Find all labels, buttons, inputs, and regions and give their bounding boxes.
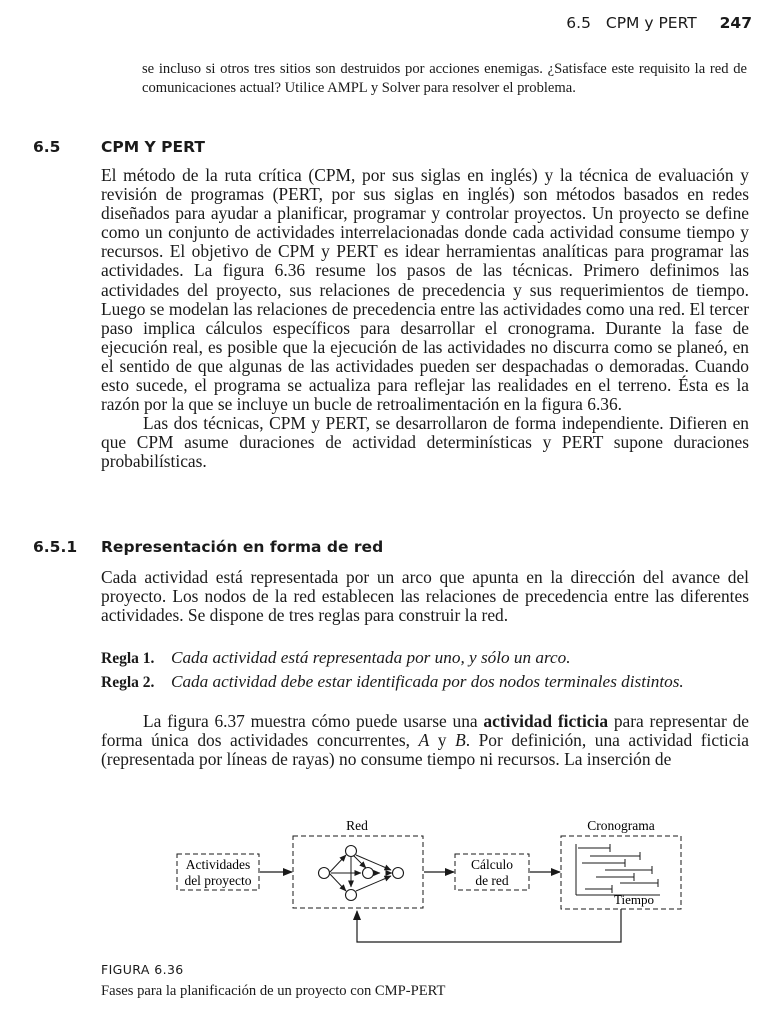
header-section-number: 6.5	[566, 14, 591, 32]
rule-2	[101, 670, 761, 695]
p2-text-middle2: y	[429, 730, 456, 751]
p2-text-before: La figura 6.37 muestra cómo puede usarse una	[143, 711, 484, 731]
section-paragraph-1: El método de la ruta crítica (CPM, por sus siglas en inglés) y la técnica de evaluación y revisión de programas (PERT, por sus siglas en inglés) son métodos basados en redes diseñados para ayudar a planificar, programar y controlar proyectos. Un proyecto se define como un conjunto de actividades interrelacionadas donde cada actividad consume tiempo y recursos. El objetivo de CPM y PERT es idear herramientas analíticas para programar las actividades. La figura 6.36 resume los pasos de las técnicas. Primero definimos las actividades del proyecto, sus relaciones de precedencia y sus requerimientos de tiempo. Luego se modelan las relaciones de precedencia entre las actividades como una red. El tercer paso implica cálculos específicos para desarrollar el cronograma. Durante la fase de ejecución real, es posible que la ejecución de las actividades no discurra como se planeó, en el sentido de que algunas de las actividades pueden ser despachadas o demoradas. Cuando esto sucede, el programa se actualiza para reflejar las realidades en el terreno. Ésta es la razón por la que se incluye un bucle de retroalimentación en la figura 6.36.	[101, 165, 749, 415]
time-axis-label: Tiempo	[614, 892, 654, 907]
section-paragraph-2: Las dos técnicas, CPM y PERT, se desarrollaron de forma independiente. Difieren en que CPM asume duraciones de actividad determinísticas y PERT supone duraciones probabilísticas.	[101, 413, 749, 472]
p2-var-b: B	[455, 730, 466, 751]
header-section-title: CPM y PERT	[605, 14, 697, 32]
calc-label-line1: Cálculo	[471, 857, 513, 872]
rule-1	[101, 646, 761, 671]
page-number: 247	[719, 14, 752, 32]
running-header	[566, 14, 752, 32]
section-number: 6.5	[33, 138, 61, 156]
rule-2-label: Regla 2.	[101, 674, 155, 691]
network-label: Red	[346, 818, 368, 833]
section-title: CPM Y PERT	[101, 138, 205, 156]
p2-bold-term: actividad ficticia	[483, 711, 609, 731]
carryover-paragraph: se incluso si otros tres sitios son destruidos por acciones enemigas. ¿Satisface este requisito la red de comunicaciones actual? Utilice AMPL y Solver para resolver el problema.	[142, 61, 747, 96]
network-graph	[329, 855, 392, 891]
rule-1-label: Regla 1.	[101, 650, 155, 667]
schedule-label: Cronograma	[587, 818, 655, 833]
activities-label-line1: Actividades	[185, 857, 251, 872]
section-body	[101, 166, 749, 472]
rule-2-text: Cada actividad debe estar identificada por dos nodos terminales distintos.	[171, 672, 684, 691]
subsection-paragraph-2	[101, 712, 749, 769]
subsection-title: Representación en forma de red	[101, 538, 384, 556]
figure-caption: Fases para la planificación de un proyecto con CMP-PERT	[101, 983, 446, 999]
rule-1-text: Cada actividad está representada por uno, y sólo un arco.	[171, 648, 571, 667]
subsection-paragraph-2-wrap	[101, 712, 749, 769]
figure-label: FIGURA 6.36	[101, 962, 184, 977]
gantt-chart	[576, 844, 660, 895]
subsection-paragraph-1: Cada actividad está representada por un arco que apunta en la dirección del avance del proyecto. Los nodos de la red establecen las relaciones de precedencia entre las diferentes actividades. Se dispone de tres reglas para construir la red.	[101, 567, 749, 626]
p2-text-after: . Por definición, una actividad ficticia (representada por líneas de rayas) no consume tiempo ni recursos. La inserción de	[101, 730, 750, 770]
activities-label-line2: del proyecto	[184, 873, 252, 888]
calc-label-line2: de red	[475, 873, 509, 888]
p2-text-middle1: para representar de forma única dos actividades concurrentes,	[101, 711, 749, 751]
subsection-body	[101, 568, 749, 625]
p2-var-a: A	[418, 730, 430, 751]
subsection-number: 6.5.1	[33, 538, 78, 556]
figure-diagram	[0, 810, 768, 960]
feedback-loop-arrow	[357, 909, 621, 942]
